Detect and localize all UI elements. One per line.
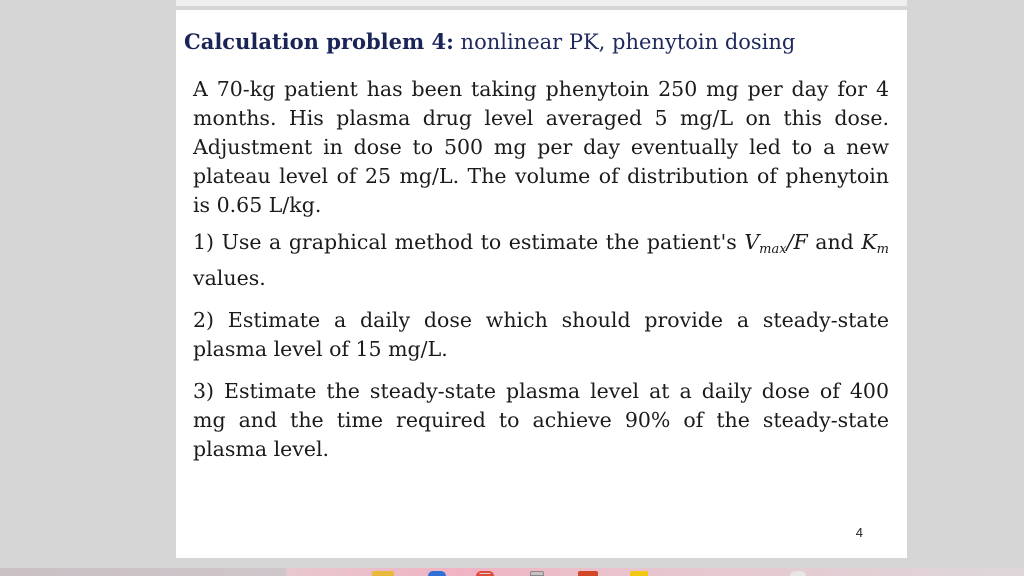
slide-top-strip [176,0,907,6]
taskbar-chrome-icon[interactable] [476,571,494,576]
slide-title-rest: nonlinear PK, phenytoin dosing [453,30,796,54]
page-number: 4 [855,525,863,540]
question-1-prefix: 1) Use a graphical method to estimate the patient's [193,230,745,254]
question-1-and: and [807,230,862,254]
slide-title-bold: Calculation problem 4: [184,29,454,54]
slide [176,10,907,558]
km-symbol: K [861,230,877,254]
question-3: 3) Estimate the steady-state plasma level at a daily dose of 400 mg and the time required to achieve 90% of the steady-state plasma level. [193,379,889,461]
slide-body [193,75,889,464]
km-subscript: m [876,242,889,257]
taskbar-app-icon[interactable] [530,571,544,576]
question-1-suffix: values. [193,266,266,290]
taskbar [0,568,1024,576]
vmax-subscript: max [759,242,787,257]
taskbar-powerpoint-icon[interactable] [578,571,598,576]
question-2: 2) Estimate a daily dose which should provide a steady-state plasma level of 15 mg/L. [193,308,889,361]
problem-statement: A 70-kg patient has been taking phenytoin 250 mg per day for 4 months. His plasma drug level averaged 5 mg/L on this dose. Adjustment in dose to 500 mg per day eventually led to a new plateau level of 25 mg/L. The volume of distribution of phenytoin is 0.65 L/kg. [193,77,889,217]
taskbar-tray-icon[interactable] [790,571,806,576]
taskbar-folder-icon[interactable] [372,571,394,576]
vmax-symbol: V [744,230,760,254]
slash-f: /F [786,230,808,254]
taskbar-browser-icon[interactable] [428,571,446,576]
taskbar-notes-icon[interactable] [630,571,648,576]
question-1 [193,228,889,293]
slide-title [184,29,795,55]
